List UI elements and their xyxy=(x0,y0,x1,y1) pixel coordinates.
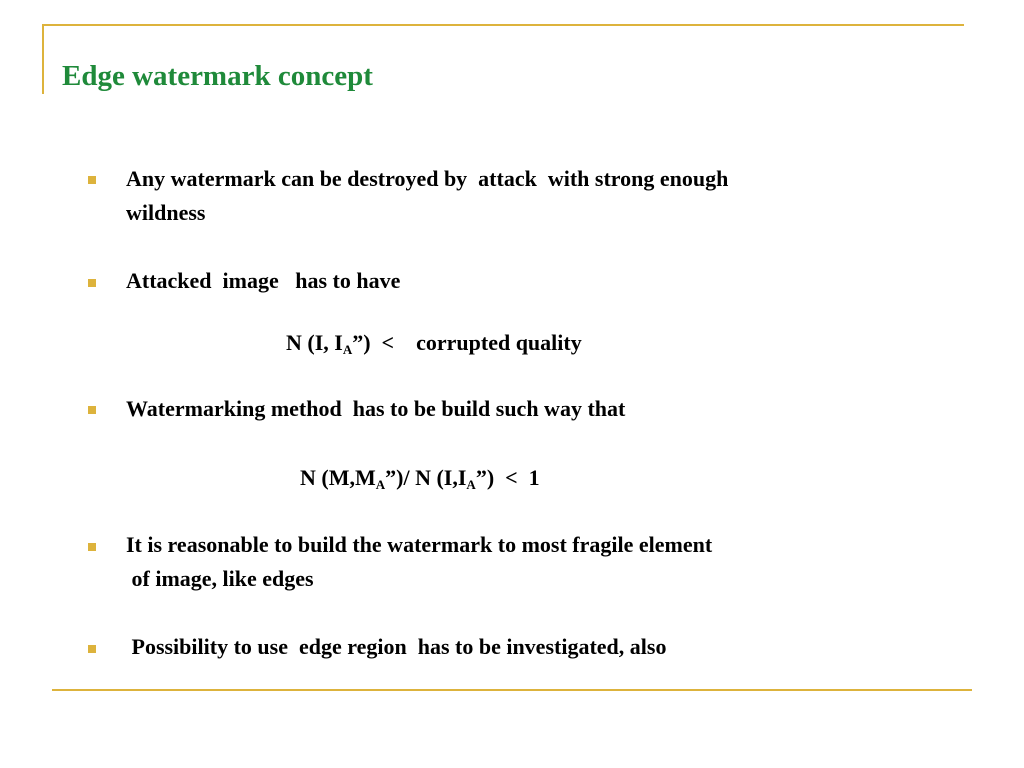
bullet-marker xyxy=(88,543,96,551)
bullet-3-line-1: Watermarking method has to be build such way that xyxy=(126,396,626,421)
formula-ratio-condition xyxy=(300,465,540,491)
formula-1-part-1: N (I, I xyxy=(286,330,343,355)
formula-2-part-3: ”) < 1 xyxy=(475,465,540,490)
bullet-5-line-1: Possibility to use edge region has to be investigated, also xyxy=(126,634,667,659)
frame-left-line xyxy=(42,24,44,94)
formula-1-subscript: A xyxy=(342,342,353,357)
frame-top-line xyxy=(42,24,964,26)
bullet-1-line-1: Any watermark can be destroyed by attack with strong enough xyxy=(126,166,729,191)
formula-2-part-2: ”)/ N (I,I xyxy=(385,465,467,490)
bullet-4-line-2: of image, like edges xyxy=(126,566,314,591)
bullet-4-line-1: It is reasonable to build the watermark to most fragile element xyxy=(126,532,713,557)
formula-quality-condition xyxy=(286,330,582,356)
frame-bottom-line xyxy=(52,689,972,691)
formula-1-part-2: ”) < corrupted quality xyxy=(352,330,582,355)
formula-2-subscript-2: A xyxy=(466,477,476,492)
bullet-1-line-2: wildness xyxy=(126,200,206,225)
formula-2-part-1: N (M,M xyxy=(300,465,376,490)
bullet-marker xyxy=(88,279,96,287)
formula-2-subscript-1: A xyxy=(375,477,386,492)
bullet-2-line-1: Attacked image has to have xyxy=(126,268,401,293)
slide-title: Edge watermark concept xyxy=(62,60,373,92)
bullet-marker xyxy=(88,406,96,414)
bullet-marker xyxy=(88,176,96,184)
bullet-marker xyxy=(88,645,96,653)
